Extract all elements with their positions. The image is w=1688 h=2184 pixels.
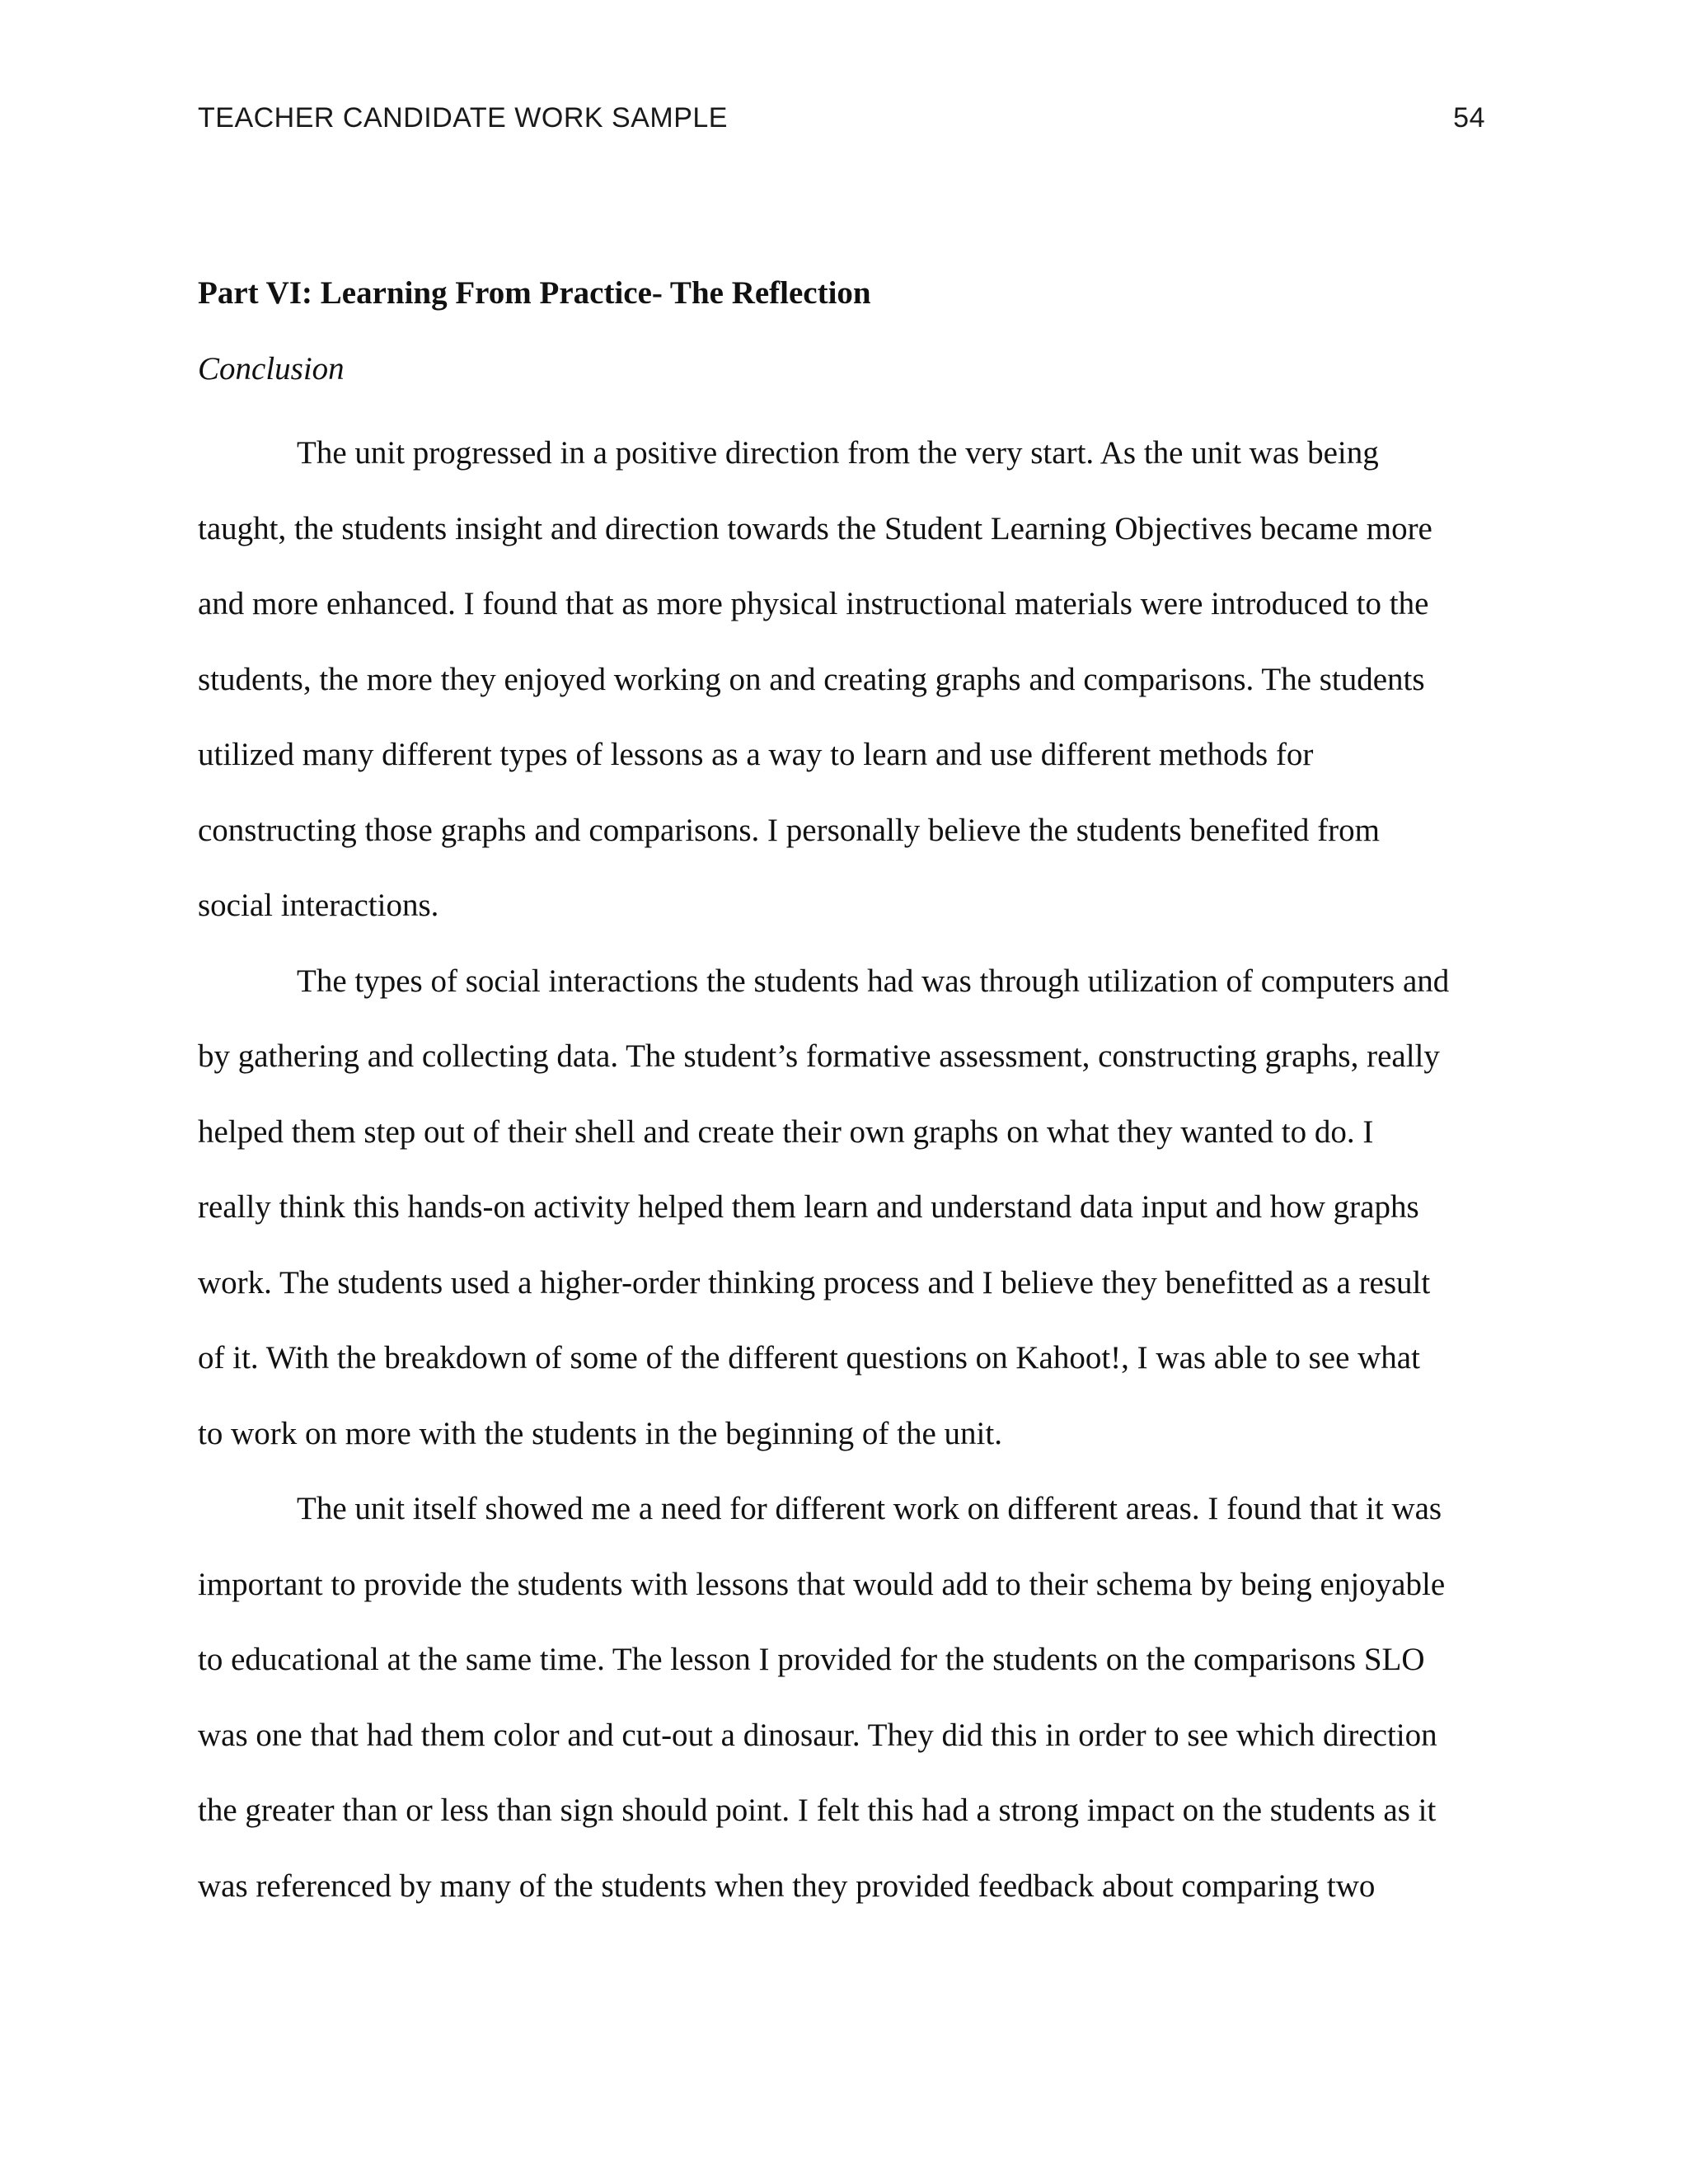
paragraph-line: The unit itself showed me a need for different work on different areas. I found that it was xyxy=(297,1491,1442,1526)
paragraph-line: to educational at the same time. The lesson I provided for the students on the comparisons SLO xyxy=(198,1642,1425,1677)
paragraph-1 xyxy=(198,415,1485,944)
paragraph-3 xyxy=(198,1471,1485,1924)
paragraph-line: really think this hands-on activity helped them learn and understand data input and how graphs xyxy=(198,1189,1419,1225)
paragraph-2 xyxy=(198,944,1485,1472)
paragraph-line: of it. With the breakdown of some of the different questions on Kahoot!, I was able to see what xyxy=(198,1340,1420,1376)
paragraph-line: utilized many different types of lessons as a way to learn and use different methods for xyxy=(198,737,1314,772)
page-number: 54 xyxy=(1453,102,1485,134)
paragraph-line: constructing those graphs and comparisons. I personally believe the students benefited from xyxy=(198,812,1380,848)
paragraph-line: and more enhanced. I found that as more physical instructional materials were introduced to the xyxy=(198,586,1429,621)
paragraph-line: students, the more they enjoyed working on and creating graphs and comparisons. The students xyxy=(198,661,1425,697)
section-heading: Part VI: Learning From Practice- The Reflection xyxy=(198,275,871,311)
subsection-heading: Conclusion xyxy=(198,351,345,387)
document-body xyxy=(198,264,1485,1924)
paragraph-line: to work on more with the students in the beginning of the unit. xyxy=(198,1415,1002,1451)
paragraph-line: important to provide the students with lessons that would add to their schema by being enjoyable xyxy=(198,1566,1446,1602)
running-header xyxy=(198,102,1485,142)
paragraph-line: was one that had them color and cut-out a dinosaur. They did this in order to see which direction xyxy=(198,1717,1437,1753)
paragraph-line: The unit progressed in a positive direction from the very start. As the unit was being xyxy=(297,435,1379,471)
paragraph-line: work. The students used a higher-order thinking process and I believe they benefitted as a result xyxy=(198,1264,1431,1301)
paragraph-line: was referenced by many of the students when they provided feedback about comparing two xyxy=(198,1868,1376,1904)
paragraph-line: the greater than or less than sign should point. I felt this had a strong impact on the students as it xyxy=(198,1793,1437,1828)
paragraph-line: The types of social interactions the students had was through utilization of computers and xyxy=(297,963,1450,999)
paragraph-line: social interactions. xyxy=(198,888,439,923)
paragraph-line: taught, the students insight and direction towards the Student Learning Objectives became more xyxy=(198,510,1432,546)
running-title: TEACHER CANDIDATE WORK SAMPLE xyxy=(198,102,728,134)
paragraph-line: by gathering and collecting data. The student’s formative assessment, constructing graphs, really xyxy=(198,1038,1440,1074)
paragraph-line: helped them step out of their shell and create their own graphs on what they wanted to do. I xyxy=(198,1113,1374,1150)
